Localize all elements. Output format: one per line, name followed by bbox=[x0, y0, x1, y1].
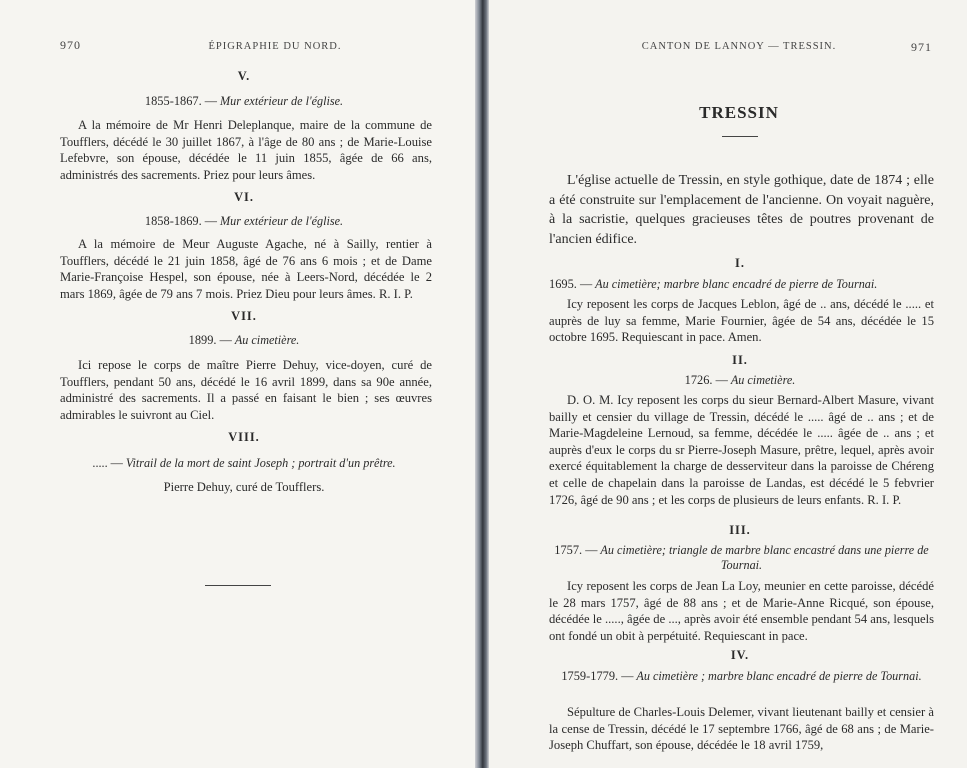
section-body: Pierre Dehuy, curé de Toufflers. bbox=[163, 480, 325, 494]
section-location: Au cimetière; triangle de marbre blanc encastré dans une pierre de Tournai. bbox=[600, 543, 929, 572]
section-numeral: VIII. bbox=[228, 430, 260, 444]
running-header-left: ÉPIGRAPHIE DU NORD. bbox=[208, 41, 342, 52]
section-location: Au cimetière. bbox=[730, 373, 796, 387]
section-heading: 1757. — Au cimetière; triangle de marbre blanc encastré dans une pierre de Tournai. bbox=[554, 543, 929, 572]
left-page bbox=[0, 0, 475, 768]
title-rule bbox=[722, 136, 758, 137]
section-heading: 1855-1867. — Mur extérieur de l'église. bbox=[144, 94, 344, 108]
section-numeral: VII. bbox=[231, 309, 257, 323]
right-page bbox=[489, 0, 967, 768]
section-body: Icy reposent les corps de Jacques Leblon, âgé de .. ans, décédé le ..... et auprès de luy sa femme, Marie Fournier, âgée de 54 ans, décédée le 15 octobre 1695. Requiescant in pace. Amen. bbox=[549, 297, 934, 345]
section-body: Ici repose le corps de maître Pierre Dehuy, vice-doyen, curé de Toufflers, pendant 50 ans, décédé le 16 avril 1899, dans sa 90e année, administré des sacrements. Il a passé en faisant le bien ; ses œuvres admirables le suivront au Ciel. bbox=[60, 358, 432, 422]
section-numeral: III. bbox=[729, 523, 751, 537]
section-heading: 1759-1779. — Au cimetière ; marbre blanc encadré de pierre de Tournai. bbox=[561, 669, 922, 683]
section-numeral: V. bbox=[237, 69, 251, 83]
end-rule bbox=[205, 585, 271, 586]
section-location: Au cimetière ; marbre blanc encadré de pierre de Tournai. bbox=[636, 669, 922, 683]
section-location: Mur extérieur de l'église. bbox=[219, 214, 344, 228]
page-number-left: 970 bbox=[60, 38, 81, 52]
section-location: Vitrail de la mort de saint Joseph ; portrait d'un prêtre. bbox=[125, 456, 396, 470]
section-date: ..... bbox=[92, 456, 108, 470]
section-location: Mur extérieur de l'église. bbox=[219, 94, 344, 108]
section-date: 1757. bbox=[554, 543, 583, 557]
intro-paragraph: L'église actuelle de Tressin, en style gothique, date de 1874 ; elle a été construite sur l'emplacement de l'ancienne. On voyait naguère, à la sacristie, quelques gracieuses têtes de poutres provenant de l'ancien édifice. bbox=[549, 173, 934, 247]
section-numeral: VI. bbox=[234, 190, 254, 204]
section-heading: ..... — Vitrail de la mort de saint Joseph ; portrait d'un prêtre. bbox=[92, 456, 396, 470]
section-location: Au cimetière. bbox=[234, 333, 300, 347]
section-heading: 1695. — Au cimetière; marbre blanc encadré de pierre de Tournai. bbox=[549, 277, 878, 291]
running-header-right: CANTON DE LANNOY — TRESSIN. bbox=[641, 41, 837, 52]
section-body: A la mémoire de Meur Auguste Agache, né à Sailly, rentier à Toufflers, décédé le 21 juin 1858, âgé de 76 ans 6 mois ; et de Dame Marie-Françoise Hespel, son épouse, née à Leers-Nord, décédée le 2 mars 1869, âgée de 79 ans 7 mois. Priez Dieu pour leurs âmes. R. I. P. bbox=[60, 237, 432, 301]
section-body: Sépulture de Charles-Louis Delemer, vivant lieutenant bailly et censier à la cense de Tressin, décédé le 17 septembre 1766, âgé de 68 ans ; de Marie-Joseph Chuffart, son épouse, décédée le 18 avril 1759, bbox=[549, 705, 934, 753]
section-numeral: II. bbox=[732, 353, 748, 367]
page-number-right: 971 bbox=[911, 40, 932, 54]
section-date: 1695. bbox=[549, 277, 577, 291]
book-gutter bbox=[475, 0, 489, 768]
chapter-title: TRESSIN bbox=[699, 103, 779, 122]
section-heading: 1726. — Au cimetière. bbox=[684, 373, 796, 387]
section-location: Au cimetière; marbre blanc encadré de pierre de Tournai. bbox=[595, 277, 878, 291]
section-date: 1759-1779. bbox=[561, 669, 619, 683]
section-body: D. O. M. Icy reposent les corps du sieur Bernard-Albert Masure, vivant bailly et censier du village de Tressin, décédé le ..... âgé de .. ans ; et de Marie-Magdeleine Lernoud, sa femme, décédée le ..... âgée de .. ans ; et auprès d'eux le corps du sr Pierre-Joseph Masure, prêtre, lequel, après avoir exercé équitablement la charge de desserviteur dans la paroisse de Chéreng et celle de chapelain dans la paroisse de Landas, est décédé le 5 febvrier 1726, âgé de 90 ans ; et les corps de plusieurs de leurs enfants. R. I. P. bbox=[549, 393, 934, 507]
section-heading: 1858-1869. — Mur extérieur de l'église. bbox=[144, 214, 344, 228]
section-heading: 1899. — Au cimetière. bbox=[188, 333, 300, 347]
section-date: 1858-1869. bbox=[144, 214, 202, 228]
section-numeral: I. bbox=[735, 256, 745, 270]
section-body: Icy reposent les corps de Jean La Loy, meunier en cette paroisse, décédé le 28 mars 1757, âgé de 88 ans ; et de Marie-Anne Ricqué, son épouse, décédée le ....., âgée de ..., après avoir été ensemble pendant 54 ans, lesquels ont fondé un obit à perpétuité. Requiescant in pace. bbox=[549, 579, 934, 643]
section-date: 1899. bbox=[188, 333, 217, 347]
section-numeral: IV. bbox=[730, 648, 750, 662]
section-date: 1855-1867. bbox=[144, 94, 202, 108]
section-date: 1726. bbox=[684, 373, 713, 387]
section-body: A la mémoire de Mr Henri Deleplanque, maire de la commune de Toufflers, décédé le 30 juillet 1867, à l'âge de 80 ans ; de Marie-Louise Lefebvre, son épouse, décédée le 11 juin 1855, âgée de 66 ans, administrés des sacrements. Priez pour leurs âmes. bbox=[60, 118, 432, 182]
